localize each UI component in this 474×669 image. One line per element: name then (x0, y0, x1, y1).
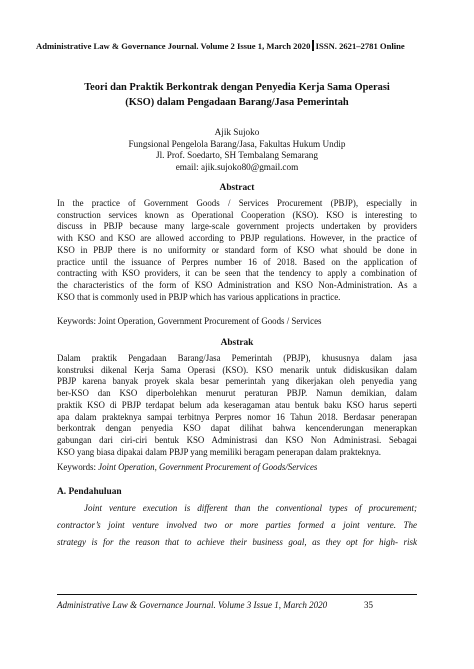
title-line-2: (KSO) dalam Pengadaan Barang/Jasa Pemerintah (125, 97, 349, 108)
abstrak-line: PBJP karena banyak proyek skala besar pemerintah yang dikerjakan oleh penyedia yang (57, 376, 417, 387)
abstract-line: construction services known as Operational Cooperation (KSO). KSO is interesting to (57, 209, 417, 220)
abstract-line: In the practice of Government Goods / Services Procurement (PBJP), especially in (57, 198, 417, 208)
paper-title (50, 80, 424, 110)
abstrak-line: KSO yang biasa dipakai dalam PBJP yang memiliki beragam penerapan dalam prakteknya. (57, 446, 382, 457)
abstract-body (57, 198, 417, 303)
section-a-line: Joint venture execution is different than the conventional types of procurement; (84, 503, 417, 513)
page-number: 35 (364, 600, 373, 610)
title-line-1: Teori dan Praktik Berkontrak dengan Penyedia Kerja Sama Operasi (84, 82, 390, 93)
section-a-body (57, 500, 417, 552)
author-affiliation: Fungsional Pengelola Barang/Jasa, Fakultas Hukum Undip (128, 138, 346, 149)
footer-journal: Administrative Law & Governance Journal. Volume 3 Issue 1, March 2020 (57, 600, 328, 610)
author-name: Ajik Sujoko (214, 127, 260, 137)
abstrak-keywords (57, 462, 417, 474)
section-a-heading: A. Pendahuluan (57, 487, 122, 497)
abstrak-keywords-label: Keywords: (57, 462, 96, 472)
section-a-line: strategy is for the reason that to achieve their business goal, as they opt for high- risk (57, 537, 417, 548)
running-head-separator (312, 40, 313, 51)
abstract-line: practice until the issuance of Perpres number 16 of 2018. Based on the application of (57, 256, 417, 267)
abstract-heading: Abstract (219, 183, 255, 193)
abstrak-line: ber-KSO dan KSO diperbolehkan menurut peraturan PBJP. Namun demikian, dalam (57, 388, 417, 399)
abstrak-body (57, 353, 417, 458)
abstract-line: the characteristics of the form of KSO Administration and KSO Non-Administration. As a (57, 279, 417, 290)
abstrak-line: berkontrak dengan penyedia KSO dapat dilihat bahwa kencenderungan menerapkan (57, 423, 417, 434)
running-head-journal: Administrative Law & Governance Journal. Volume 2 Issue 1, March 2020 (36, 41, 311, 51)
abstract-keywords: Keywords: Joint Operation, Government Procurement of Goods / Services (57, 316, 322, 326)
abstract-line: KSO that is commonly used in PBJP which has various applications in practice. (57, 291, 341, 302)
abstrak-line: praktik KSO di PBJP terdapat belum ada keseragaman atau bentuk baku KSO harus seperti (57, 399, 417, 410)
abstrak-keywords-text: Joint Operation, Government Procurement of Goods/Services (98, 462, 318, 472)
abstrak-line: apa dalam prakteknya sampai terbitnya Perpres nomor 16 Tahun 2018. Berdasar penerapan (57, 411, 417, 422)
running-head (36, 40, 446, 52)
author-email: email: ajik.sujoko80@gmail.com (175, 161, 299, 172)
abstract-line: contracting with KSO providers, it can be seen that the tendency to apply a combination of (57, 268, 417, 279)
author-address: Jl. Prof. Soedarto, SH Tembalang Semarang (156, 150, 318, 160)
abstrak-line: gabungan dari ciri-ciri bentuk KSO Administrasi dan KSO Non Administrasi. Sebagai (57, 434, 417, 445)
running-head-issn: ISSN. 2621–2781 Online (315, 41, 405, 51)
abstrak-heading: Abstrak (220, 338, 254, 348)
abstract-line: discuss in PBJP because many large-scale government projects undertaken by providers (57, 221, 417, 232)
abstrak-line: konstruksi dikenal Kerja Sama Operasi (KSO). KSO menarik untuk didiskusikan dalam (57, 364, 417, 375)
abstract-line: KSO in PBJP there is no uniformity or standard form of KSO what should be done in (57, 244, 417, 255)
page-footer (57, 599, 417, 611)
footer-rule (57, 594, 417, 595)
abstract-line: with KSO and KSO are allowed according to PBJP regulations. However, in the practice of (57, 233, 417, 244)
abstrak-line: Dalam praktik Pengadaan Barang/Jasa Pemerintah (PBJP), khususnya dalam jasa (57, 353, 417, 363)
author-block (40, 127, 434, 173)
section-a-line: contractor’s joint venture involved two or more parties formed a joint venture. The (57, 520, 417, 531)
